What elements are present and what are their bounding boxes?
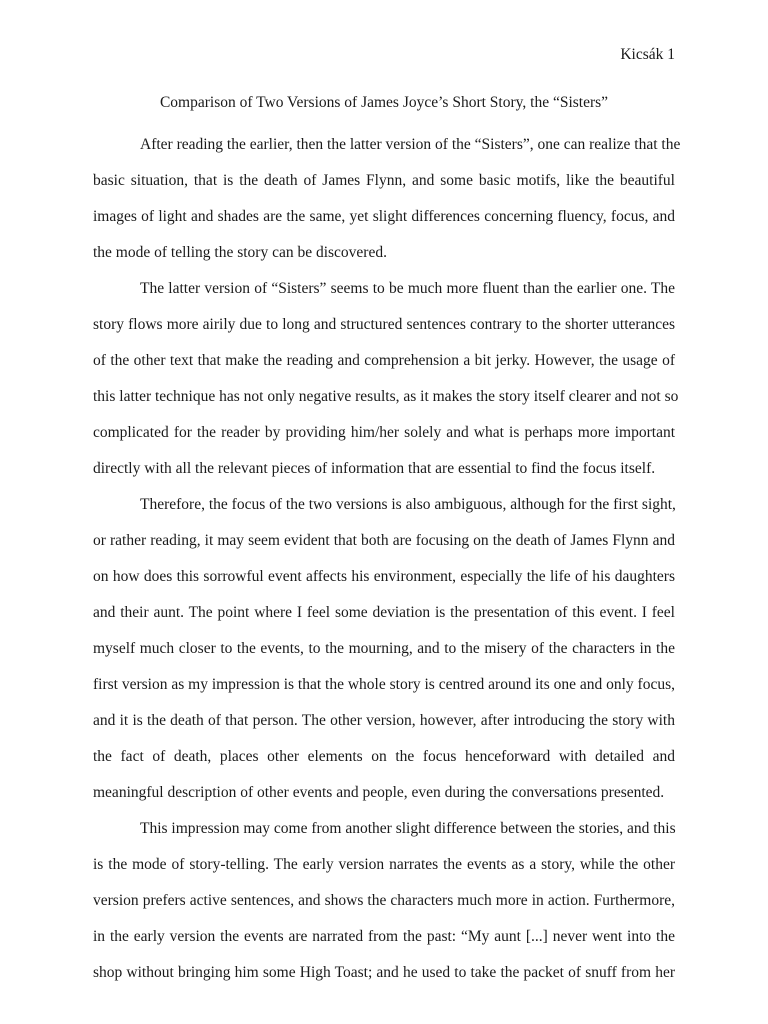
body-line: and their aunt. The point where I feel some deviation is the presentation of this event. I feel bbox=[93, 604, 675, 621]
body-line: on how does this sorrowful event affects his environment, especially the life of his daughters bbox=[93, 568, 675, 585]
body-line: is the mode of story-telling. The early version narrates the events as a story, while the other bbox=[93, 856, 675, 873]
body-line: myself much closer to the events, to the mourning, and to the misery of the characters in the bbox=[93, 640, 675, 657]
body-line: shop without bringing him some High Toast; and he used to take the packet of snuff from her bbox=[93, 964, 675, 981]
body-line: the fact of death, places other elements on the focus henceforward with detailed and bbox=[93, 748, 675, 765]
body-line: version prefers active sentences, and shows the characters much more in action. Furthermore, bbox=[93, 892, 675, 909]
body-line: After reading the earlier, then the latter version of the “Sisters”, one can realize that the bbox=[140, 136, 681, 153]
body-line: Therefore, the focus of the two versions is also ambiguous, although for the first sight, bbox=[140, 496, 676, 513]
body-line: first version as my impression is that the whole story is centred around its one and only focus, bbox=[93, 676, 676, 693]
body-line: directly with all the relevant pieces of information that are essential to find the focus itself. bbox=[93, 460, 656, 477]
document-body bbox=[93, 127, 681, 991]
page-header: Kicsák 1 bbox=[620, 46, 675, 63]
body-line: story flows more airily due to long and structured sentences contrary to the shorter utterances bbox=[93, 316, 675, 333]
body-line: and it is the death of that person. The other version, however, after introducing the story with bbox=[93, 712, 675, 729]
body-line: of the other text that make the reading and comprehension a bit jerky. However, the usage of bbox=[93, 352, 675, 369]
body-line: images of light and shades are the same, yet slight differences concerning fluency, focus, and bbox=[93, 208, 675, 225]
body-line: meaningful description of other events and people, even during the conversations presented. bbox=[93, 784, 665, 801]
body-line: or rather reading, it may seem evident that both are focusing on the death of James Flynn and bbox=[93, 532, 675, 549]
body-line: in the early version the events are narrated from the past: “My aunt [...] never went into the bbox=[93, 928, 675, 945]
body-line: complicated for the reader by providing him/her solely and what is perhaps more important bbox=[93, 424, 675, 441]
document-title: Comparison of Two Versions of James Joyce’s Short Story, the “Sisters” bbox=[159, 94, 609, 111]
body-line: this latter technique has not only negative results, as it makes the story itself clearer and not so bbox=[93, 388, 679, 405]
body-line: This impression may come from another slight difference between the stories, and this bbox=[140, 820, 676, 837]
body-line: the mode of telling the story can be discovered. bbox=[93, 244, 387, 261]
body-line: The latter version of “Sisters” seems to be much more fluent than the earlier one. The bbox=[140, 280, 675, 297]
body-line: basic situation, that is the death of James Flynn, and some basic motifs, like the beautiful bbox=[93, 172, 675, 189]
